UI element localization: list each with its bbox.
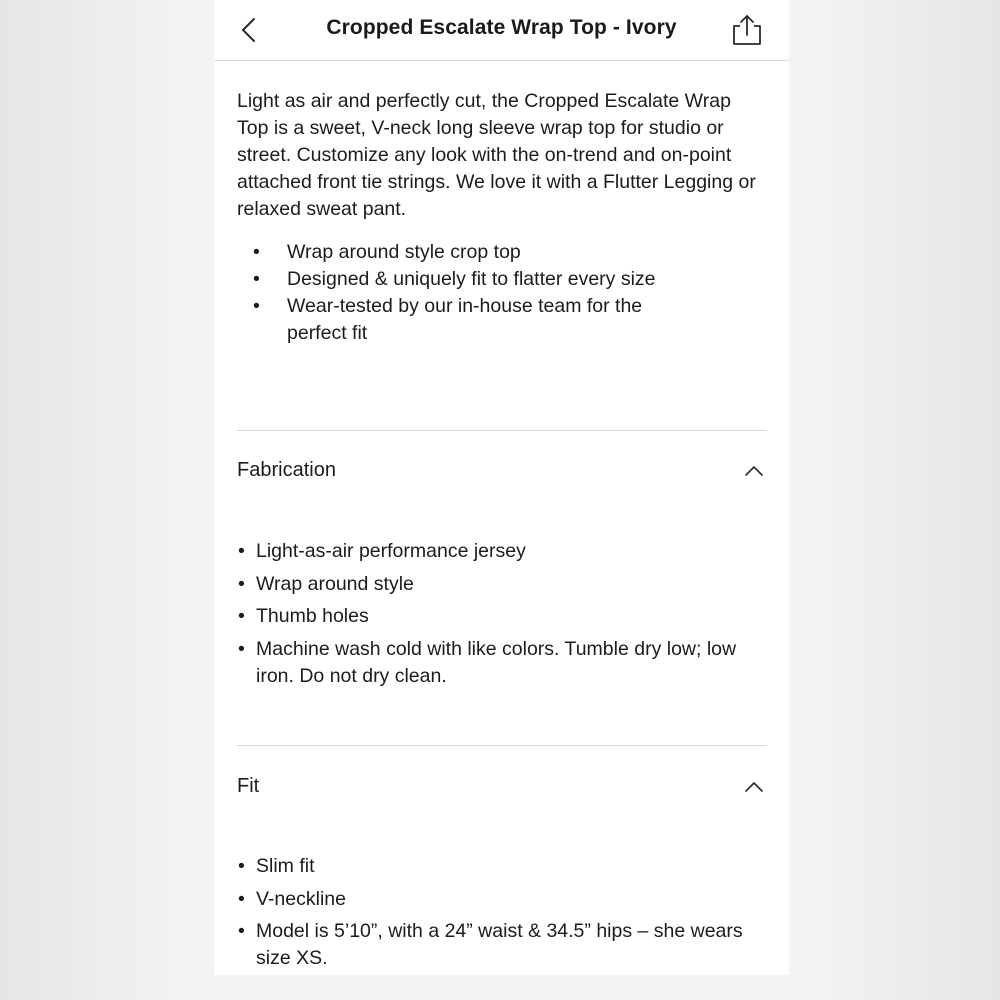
fabrication-list [237, 538, 767, 695]
chevron-up-icon[interactable] [743, 779, 765, 795]
feature-item [237, 239, 707, 266]
feature-item [237, 293, 707, 347]
feature-list [237, 239, 767, 347]
chevron-left-icon [234, 14, 266, 46]
fabrication-header[interactable] [237, 455, 767, 489]
section-title: Fabrication [237, 459, 336, 481]
bullet: • [238, 887, 245, 910]
list-item [237, 636, 767, 690]
product-details-screen [214, 0, 789, 975]
list-item [237, 538, 767, 565]
share-button[interactable] [730, 12, 764, 48]
feature-text: Designed & uniquely fit to flatter every size [287, 268, 656, 290]
bullet: • [238, 855, 245, 877]
fit-header[interactable] [237, 771, 767, 805]
list-item [237, 603, 767, 630]
list-item [237, 571, 767, 598]
list-item [237, 886, 767, 913]
feature-item [237, 266, 707, 293]
bullet: • [238, 605, 245, 627]
feature-text: Wear-tested by our in-house team for the perfect fit [287, 295, 643, 344]
share-icon [730, 12, 764, 48]
bullet: • [238, 920, 245, 942]
top-bar [214, 0, 789, 61]
bullet: • [238, 637, 245, 660]
bullet: • [238, 540, 245, 562]
feature-text: Wrap around style crop top [287, 241, 521, 263]
chevron-up-icon[interactable] [743, 463, 765, 479]
list-item-text: Wrap around style [256, 572, 414, 595]
list-item [237, 918, 767, 972]
section-divider [237, 430, 767, 431]
section-divider [237, 745, 767, 746]
fit-list [237, 853, 767, 975]
list-item-text: Model is 5’10”, with a 24” waist & 34.5” hips – she wears size XS. [256, 920, 743, 969]
section-title: Fit [237, 775, 260, 797]
list-item-text: V-neckline [256, 887, 346, 910]
bullet: • [253, 268, 260, 290]
back-button[interactable] [234, 14, 266, 46]
bullet: • [253, 295, 260, 317]
list-item-text: Machine wash cold with like colors. Tumble dry low; low iron. Do not dry clean. [256, 637, 737, 687]
list-item-text: Thumb holes [256, 605, 369, 627]
page-title: Cropped Escalate Wrap Top - Ivory [326, 16, 677, 39]
description-text: Light as air and perfectly cut, the Cropped Escalate Wrap Top is a sweet, V-neck long sleeve wrap top for studio or street. Customize any look with the on-trend and on-point attached front tie strings. We love it with a Flutter Legging or relaxed sweat pant. [237, 90, 756, 220]
bullet: • [238, 572, 245, 595]
list-item [237, 853, 767, 880]
product-description [237, 60, 767, 347]
bullet: • [253, 241, 260, 263]
list-item-text: Light-as-air performance jersey [256, 540, 526, 562]
list-item-text: Slim fit [256, 855, 315, 877]
